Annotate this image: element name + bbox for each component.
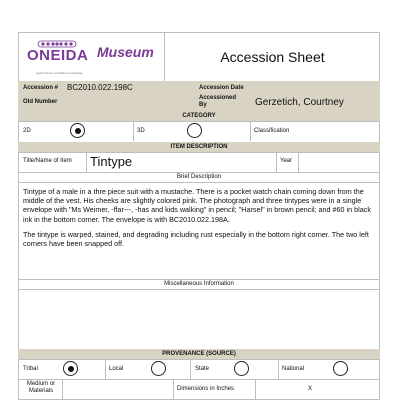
medium-materials-label: Medium or Materials [26, 381, 56, 394]
accession-date-value[interactable] [255, 83, 375, 93]
accession-number-value[interactable]: BC2010.022.198C [67, 83, 133, 92]
divider [18, 152, 380, 153]
misc-info-value[interactable] [23, 292, 377, 346]
accession-date-label: Accession Date [199, 85, 244, 91]
provenance-local-label: Local [109, 366, 124, 372]
divider [18, 279, 380, 280]
divider [255, 379, 256, 400]
divider [18, 172, 380, 173]
divider [18, 379, 380, 380]
divider [105, 359, 106, 379]
provenance-local-radio[interactable] [151, 361, 166, 376]
divider [18, 182, 380, 183]
provenance-tribal-label: Tribal [23, 366, 38, 372]
logo-text: ONEIDA [27, 47, 89, 64]
divider [62, 379, 63, 400]
brief-description-text[interactable] [23, 187, 377, 254]
brief-description-paragraph: Tintype of a male in a thre piece suit with a mustache. There is a pocket watch chain coming down from the middle of the vest. His cheeks are slightly colored pink. The photograph and three tintypes were in a single envelope with "Ms Weimer, -ffar---, -has and kids walking" in pencil; "Harsel" in brown pencil; and #60 in black ink in the bottom corner. The envelope is with BC2010.022.198A. [23, 187, 371, 224]
category-3d-radio[interactable] [187, 123, 202, 138]
misc-info-label: Miscellaneous Information [164, 281, 234, 287]
dimensions-separator: X [308, 386, 313, 392]
divider [173, 379, 174, 400]
logo-tagline: Ayelunh∧kw Lyanitiale Lonstúnaha [35, 71, 83, 75]
provenance-state-radio[interactable] [234, 361, 249, 376]
item-description-title: ITEM DESCRIPTION [18, 142, 380, 152]
provenance-tribal-selected-dot [68, 366, 74, 372]
provenance-national-label: National [282, 366, 305, 372]
accessioned-by-value[interactable]: Gerzetich, Courtney [255, 97, 344, 108]
category-2d-label: 2D [23, 128, 31, 134]
brief-description-paragraph: The tintype is warped, stained, and degrading including rust especially in the bottom right corner. The two left corners have been snapped off. [23, 229, 369, 249]
sheet-title: Accession Sheet [220, 48, 325, 65]
divider [86, 152, 87, 172]
old-number-label: Old Number [23, 99, 58, 105]
museum-label: Museum [97, 44, 154, 60]
year-value[interactable] [302, 158, 376, 166]
item-name-label: Title/Name of Item [23, 158, 72, 164]
old-number-value[interactable] [67, 97, 187, 107]
accession-number-label: Accession # [23, 85, 59, 91]
divider [18, 121, 380, 122]
item-name-value[interactable]: Tintype [90, 154, 133, 169]
divider [133, 121, 134, 141]
provenance-national-radio[interactable] [333, 361, 348, 376]
year-label: Year [280, 158, 293, 164]
accessioned-by-label: Accessioned By [199, 95, 237, 108]
classification-value[interactable] [300, 128, 375, 136]
classification-label: Classification [254, 128, 290, 134]
category-3d-label: 3D [137, 128, 145, 134]
divider [298, 152, 299, 172]
provenance-state-label: State [195, 366, 210, 372]
brief-description-label: Brief Description [176, 174, 221, 180]
category-2d-selected-dot [75, 128, 81, 134]
category-title: CATEGORY [18, 111, 380, 121]
divider [278, 359, 279, 379]
divider [250, 121, 251, 141]
divider [190, 359, 191, 379]
divider [18, 359, 380, 360]
dimensions-label: Dimensions in Inches [177, 386, 235, 392]
divider [276, 152, 277, 172]
medium-materials-value[interactable] [66, 385, 170, 393]
provenance-title: PROVENANCE (SOURCE) [18, 349, 380, 359]
divider [18, 289, 380, 290]
